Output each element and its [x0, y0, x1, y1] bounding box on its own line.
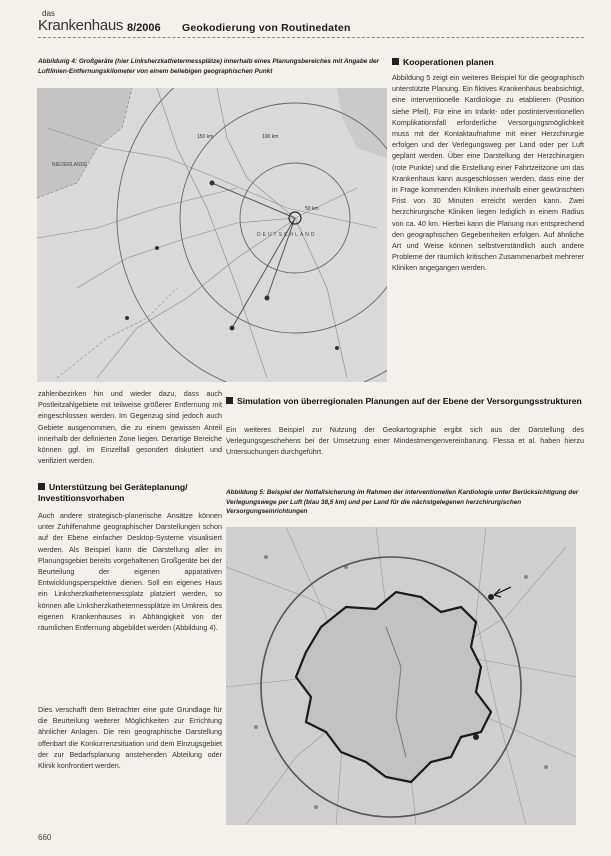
page-number: 660 — [38, 833, 52, 842]
town-marker — [264, 555, 268, 559]
heading-kooperationen — [392, 57, 584, 68]
map4-label-deutschland: DEUTSCHLAND — [257, 232, 317, 238]
heading-simulation — [226, 396, 584, 407]
heading-simulation-text: Simulation von überregionalen Planungen auf der Ebene der Versorgungsstrukturen — [237, 396, 582, 406]
heading-bullet — [38, 483, 45, 490]
town-marker — [524, 575, 528, 579]
map4-ring-label-50: 50 km — [305, 206, 319, 212]
header-rule — [38, 37, 584, 38]
map5-heart-surgery-site — [473, 734, 479, 740]
figure5-map-svg — [226, 527, 576, 825]
device-site — [265, 296, 270, 301]
map4-ring-label-100: 100 km — [262, 134, 279, 140]
town-marker — [314, 805, 318, 809]
heading-kooperationen-text: Kooperationen planen — [403, 57, 494, 67]
issue-number: 8/2006 — [127, 22, 161, 34]
heading-geraeteplanung-text: Unterstützung bei Geräteplanung/ Investitionsvorhaben — [38, 482, 188, 503]
heading-bullet — [226, 397, 233, 404]
town-marker — [254, 725, 258, 729]
geraeteplanung-text-1: Auch andere strategisch-planerische Ansätze können unter Zuhilfenahme geographischer Darstellungen schon auf der Ebene einfacher Desktop-Systeme visualisiert werden. Als Beispiel kann die Darstellung aller im Planungsgebiet bereits vorgehaltenen Großgeräte bei der Beurteilung der eigenen apparativen Entwicklungsperspektive dienen. Soll ein eigenes Haus ein Linksherzkathetermessplatz platziert werden, so können alle Linksherzkathetermessplätze im Umkreis des eigenen Krankenhauses in Abhängigkeit von der räumlichen Entfernung abgebildet werden (Abbildung 4). — [38, 511, 222, 633]
figure4-caption: Abbildung 4: Großgeräte (hier Linksherzkathetermessplätze) innerhalb eines Planungsbereiches mit Angabe der Luftlinien-Entfernungskilometer von einem beliebigen geographischen Punkt — [38, 58, 380, 75]
figure4-map — [37, 88, 387, 382]
heading-bullet — [392, 58, 399, 65]
map5-heart-surgery-site — [488, 594, 494, 600]
heading-geraeteplanung — [38, 482, 222, 504]
left-continuation-text: zahlenbezirken hin und wieder dazu, dass auch Postleitzahlgebiete mit teilweise größerer Entfernung mit eingeschlossen werden. Im Gegenzug sind jedoch auch Gebiete ausgenommen, die zu einem gewissen Anteil innerhalb der definierten Zone liegen. Derartige Bereiche können ggf. im Einzelfall gesondert diskutiert und verifiziert werden. — [38, 389, 222, 466]
device-site — [335, 346, 339, 350]
device-site — [230, 326, 235, 331]
figure4-map-svg — [37, 88, 387, 382]
geraeteplanung-text-2: Dies verschafft dem Betrachter eine gute Grundlage für die Beurteilung weiterer Möglichkeiten zur Errichtung ähnlicher Anlagen. Die rein geographische Darstellung offenbart die Konkurrenzsituation und dem Einzugsgebiet der zur Bedarfsplanung anstehenden Abteilung oder Klinik konfrontiert werden. — [38, 705, 222, 771]
figure5-map — [226, 527, 576, 825]
running-title: Geokodierung von Routinedaten — [182, 22, 351, 34]
device-site — [210, 181, 215, 186]
device-site — [155, 246, 159, 250]
figure5-caption: Abbildung 5: Beispiel der Notfallsicherung im Rahmen der interventionellen Kardiologie unter Berücksichtigung der Verlegungswege per Luft (blau 38,5 km) und per Land für die nächstgelegenen herzchirurgischen Versorgungseinrichtungen — [226, 489, 579, 516]
map4-ring-label-150: 150 km — [197, 134, 214, 140]
simulation-text: Ein weiteres Beispiel zur Nutzung der Geokartographie ergibt sich aus der Darstellung des Verlegungsgeschehens bei der Umsetzung einer Mindestmengenvereinbarung. Flessa et al. haben hierzu Untersuchungen durchgeführt. — [226, 425, 584, 457]
logo-krankenhaus: Krankenhaus — [38, 17, 124, 34]
kooperationen-text: Abbildung 5 zeigt ein weiteres Beispiel für die geographisch unterstützte Planung. Ein fiktives Krankenhaus beabsichtigt, eine interventionelle Kardiologie zu etablieren (Position siehe Pfeil). Für eine im Infarkt- oder postinterventionellen Komplikationsfall erforderliche Versorgungsmöglichkeit muss mit der Kontaktaufnahme mit einer Herzchirurgie erfolgen und der Verlegungsweg per Land oder per Luft geplant werden. Über eine Darstellung der Herzchirurgien (rote Punkte) und die Erstellung einer Fahrtzeitzone um das Krankenhaus kann ausgeschlossen werden, dass eine der in Frage kommenden Kliniken innerhalb einer gewünschten Frist von 30 Minuten erreicht werden kann. Zwei herzchirurgische Kliniken liegen lediglich in einem Radius von ca. 40 km. Hierbei kann die Planung nun entsprechend den geographischen Gegebenheiten erfolgen. Auf ähnliche Art und Weise können selbstverständlich auch andere Probleme der räumlich kritischen Zusammenarbeit mehrerer Kliniken angegangen werden. — [392, 73, 584, 273]
device-site — [125, 316, 129, 320]
map4-label-niederlande: NIEDERLANDE — [52, 162, 88, 168]
logo-das: das — [42, 9, 55, 18]
town-marker — [544, 765, 548, 769]
